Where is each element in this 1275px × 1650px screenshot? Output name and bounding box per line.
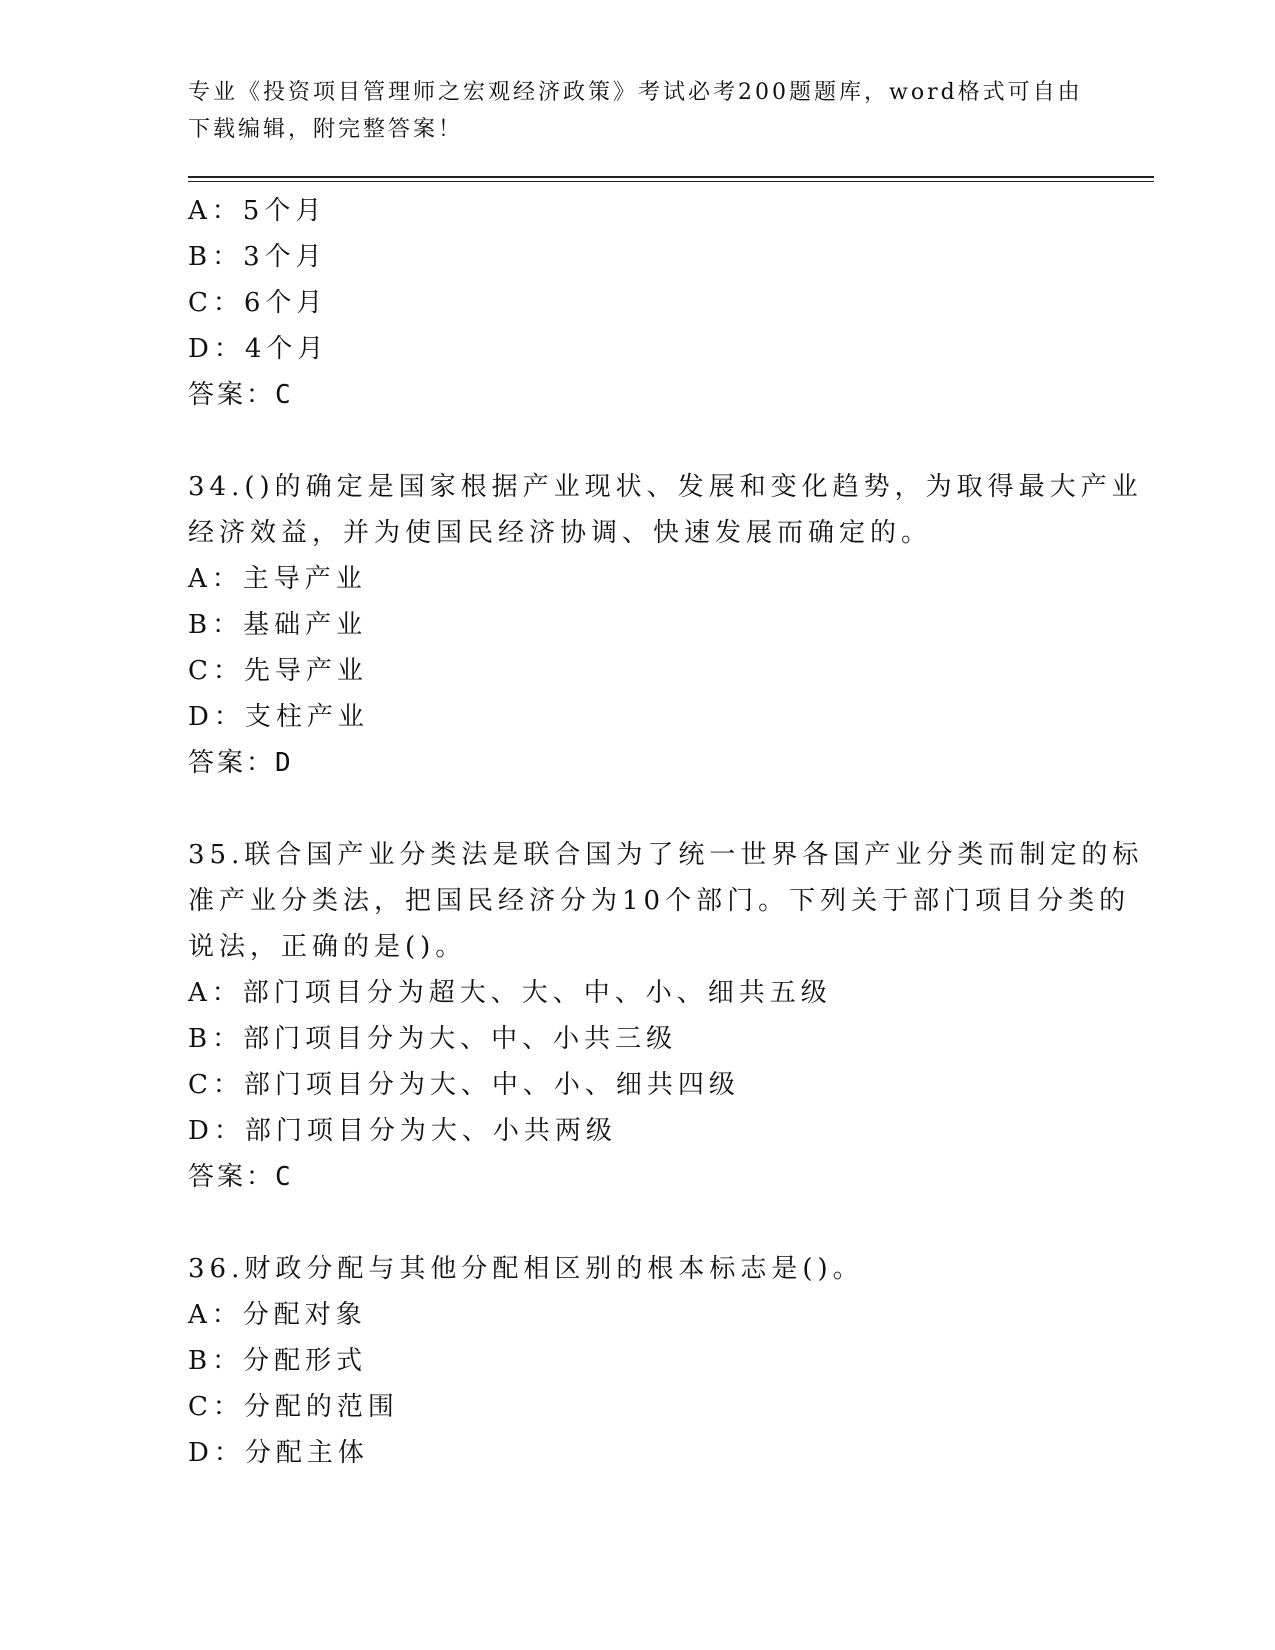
option-a: A：5个月 [188, 196, 327, 226]
answer [188, 1154, 1088, 1200]
answer-label: 答案： [188, 380, 276, 410]
option-b: B：部门项目分为大、中、小共三级 [188, 1024, 678, 1054]
answer-value: D [275, 748, 294, 778]
question-stem-line: 准产业分类法，把国民经济分为10个部门。下列关于部门项目分类的 [188, 886, 1131, 916]
question-33 [188, 188, 1088, 418]
answer-value: C [275, 380, 294, 410]
question-stem-line: 36.财政分配与其他分配相区别的根本标志是()。 [188, 1254, 864, 1284]
option-a: A：主导产业 [188, 564, 367, 594]
question-34 [188, 464, 1143, 786]
option-c: C：分配的范围 [188, 1392, 399, 1422]
question-stem-line: 经济效益，并为使国民经济协调、快速发展而确定的。 [188, 518, 933, 548]
question-36 [188, 1246, 1088, 1476]
header-line-1: 专业《投资项目管理师之宏观经济政策》考试必考200题题库，word格式可自由 [188, 80, 1083, 105]
option-c: C：先导产业 [188, 656, 368, 686]
spacer [188, 786, 1088, 832]
question-stem-line: 说法，正确的是()。 [188, 932, 467, 962]
question-stem-line: 34.()的确定是国家根据产业现状、发展和变化趋势，为取得最大产业 [188, 472, 1143, 502]
answer-label: 答案： [188, 1162, 276, 1192]
question-35 [188, 832, 1144, 1200]
spacer [188, 1200, 1088, 1246]
option-d: D：4个月 [188, 334, 329, 364]
answer [188, 740, 1088, 786]
option-b: B：3个月 [188, 242, 327, 272]
document-header [188, 74, 1088, 148]
answer [188, 372, 1088, 418]
option-d: D：部门项目分为大、小共两级 [188, 1116, 617, 1146]
option-d: D：支柱产业 [188, 702, 369, 732]
option-c: C：部门项目分为大、中、小、细共四级 [188, 1070, 740, 1100]
option-d: D：分配主体 [188, 1438, 369, 1468]
question-content [188, 188, 1144, 1476]
option-a: A：分配对象 [188, 1300, 367, 1330]
answer-value: C [275, 1162, 294, 1192]
question-stem-line: 35.联合国产业分类法是联合国为了统一世界各国产业分类而制定的标 [188, 840, 1144, 870]
spacer [188, 418, 1088, 464]
header-divider-thick [188, 176, 1154, 178]
option-c: C：6个月 [188, 288, 328, 318]
option-a: A：部门项目分为超大、大、中、小、细共五级 [188, 978, 832, 1008]
answer-label: 答案： [188, 748, 276, 778]
header-divider-thin [188, 181, 1154, 182]
option-b: B：基础产业 [188, 610, 368, 640]
header-line-2: 下载编辑，附完整答案！ [188, 117, 464, 142]
option-b: B：分配形式 [188, 1346, 368, 1376]
